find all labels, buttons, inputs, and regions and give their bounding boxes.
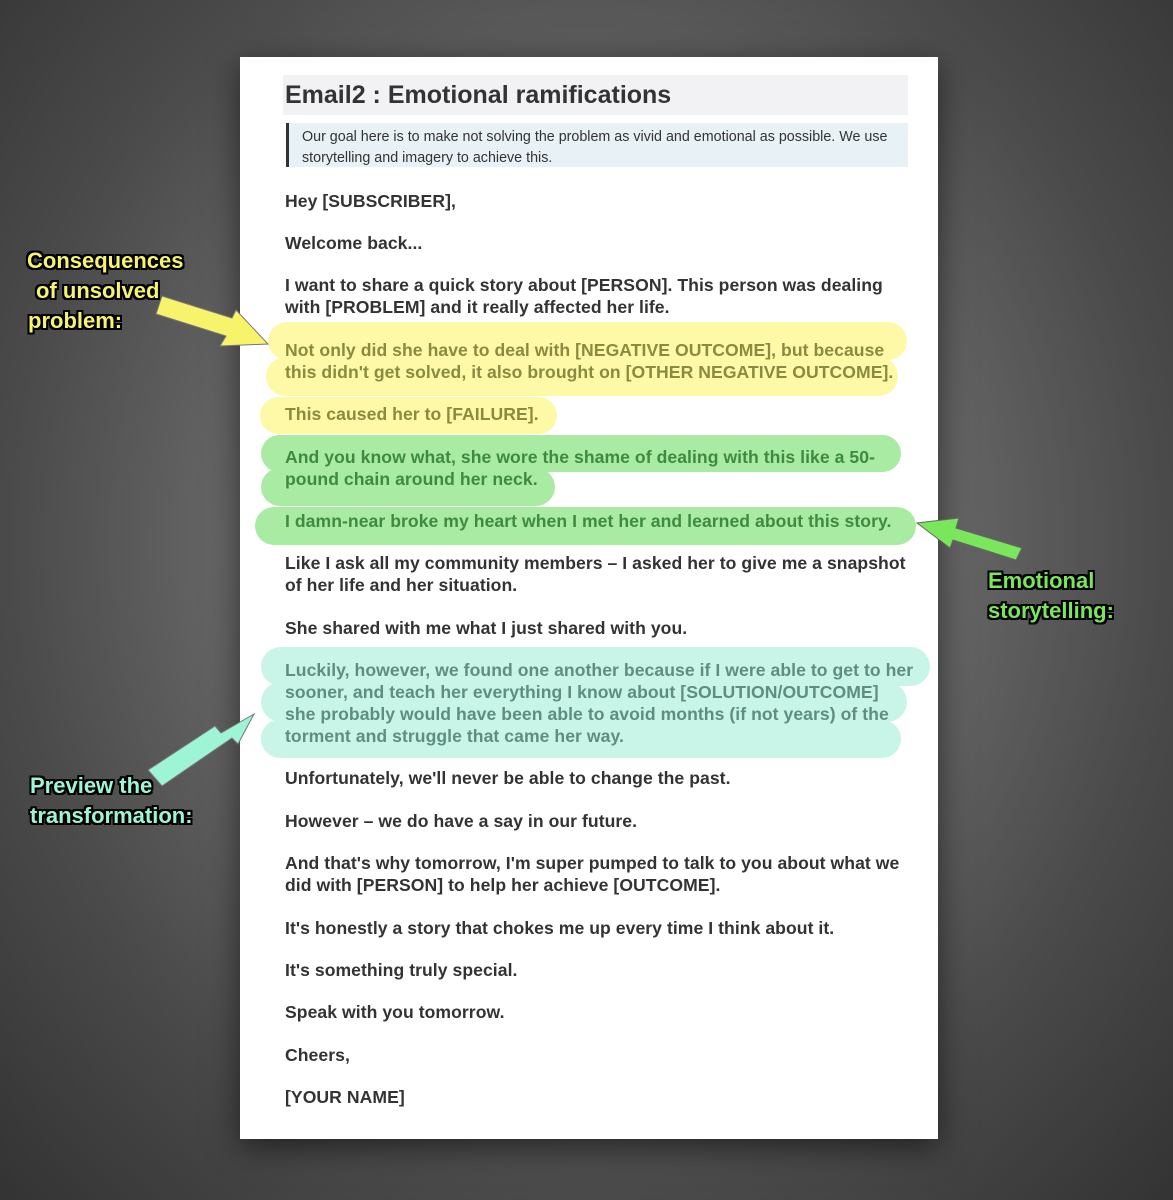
label-line: of unsolved [36,278,160,303]
paragraph-line: It's honestly a story that chokes me up every time I think about it. [285,918,835,938]
label-line: Preview the [30,773,153,798]
paragraph-line: It's something truly special. [285,960,518,980]
paragraph-line: Like I ask all my community members – I asked her to give me a snapshot [285,553,906,573]
paragraph-line: torment and struggle that came her way. [285,726,624,746]
label-line: storytelling: [988,598,1114,623]
paragraph-line: This caused her to [FAILURE]. [285,404,539,424]
paragraph-line: she probably would have been able to avoid months (if not years) of the [285,704,889,724]
greeting: Hey [SUBSCRIBER], [285,191,456,211]
paragraph-line: I damn-near broke my heart when I met her and learned about this story. [285,511,892,531]
label-preview [30,771,193,831]
paragraph-line: Not only did she have to deal with [NEGATIVE OUTCOME], but because [285,340,885,360]
paragraph-line: I want to share a quick story about [PERSON]. This person was dealing [285,275,883,295]
arrow-green-icon [917,518,1022,560]
label-line: transformation: [30,803,193,828]
paragraph-line: pound chain around her neck. [285,469,538,489]
paragraph-line: with [PROBLEM] and it really affected her life. [285,297,670,317]
paragraph-line: did with [PERSON] to help her achieve [OUTCOME]. [285,875,721,895]
paragraph-line: Unfortunately, we'll never be able to change the past. [285,768,731,788]
label-line: Consequences [27,248,184,273]
label-line: Emotional [988,568,1095,593]
paragraph-line: And you know what, she wore the shame of dealing with this like a 50- [285,447,876,467]
label-line: problem: [28,308,123,333]
paragraph-line: She shared with me what I just shared with you. [285,618,688,638]
paragraph-line: Welcome back... [285,233,423,253]
page-title: Email2 : Emotional ramifications [285,81,672,109]
sign-off: Cheers, [285,1045,350,1065]
sign-off: Speak with you tomorrow. [285,1002,505,1022]
paragraph-line: Luckily, however, we found one another because if I were able to get to her [285,660,914,680]
paragraph-line: this didn't get solved, it also brought on [OTHER NEGATIVE OUTCOME]. [285,362,894,382]
paragraph-line: of her life and her situation. [285,575,518,595]
paragraph-line: sooner, and teach her everything I know about [SOLUTION/OUTCOME] [285,682,879,702]
paragraph-line: And that's why tomorrow, I'm super pumped to talk to you about what we [285,853,900,873]
label-consequences [27,246,184,336]
paragraph-line: However – we do have a say in our future. [285,811,638,831]
label-emotional [988,566,1114,626]
goal-callout: Our goal here is to make not solving the problem as vivid and emotional as possible. We use storytelling and imagery to achieve this. [286,123,908,167]
signature-name: [YOUR NAME] [285,1087,405,1107]
